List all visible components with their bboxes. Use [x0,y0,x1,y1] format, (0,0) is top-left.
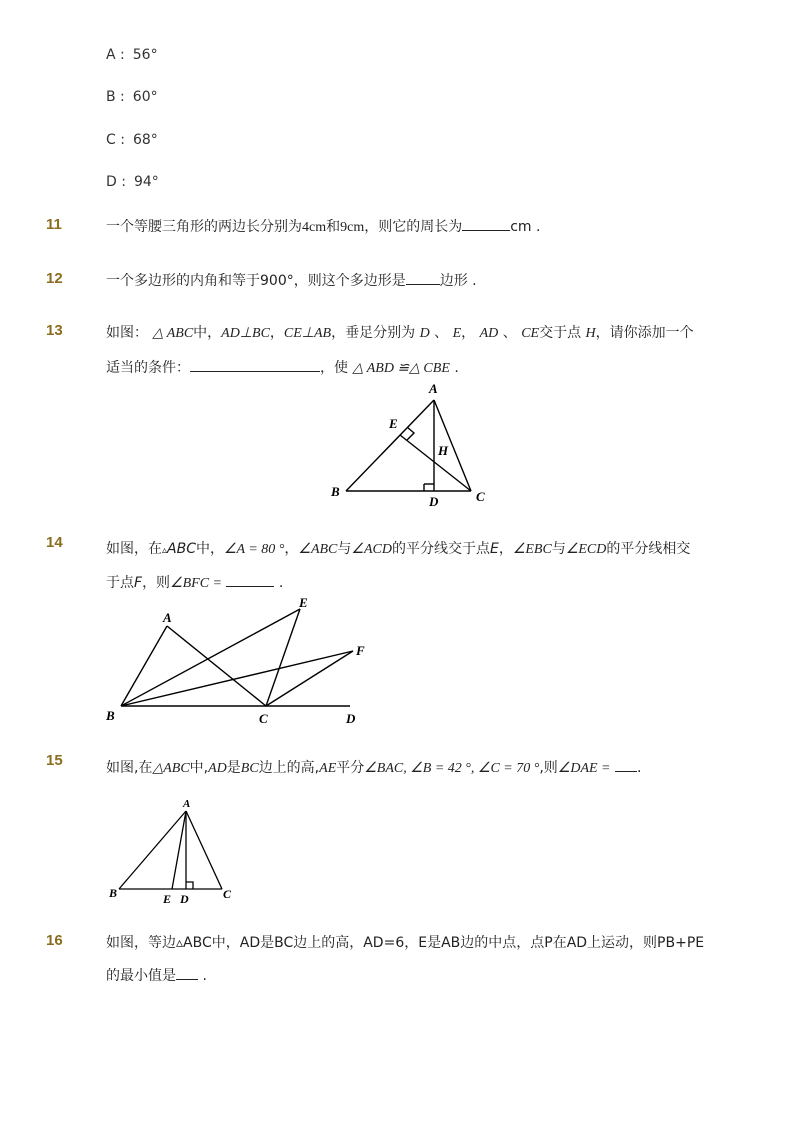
q11-value: 9cm [340,220,365,235]
point-label-b: B [109,886,118,900]
triangle-symbol: ▵ [162,545,168,556]
q11-text-part: cm . [510,219,541,235]
option-value: 60° [132,89,158,105]
q15-text-part: 中, [189,760,209,776]
q15-text-part: 是 [226,760,241,776]
q13-text-part: 、 [434,325,449,341]
q14-math: ∠EBC [512,542,552,557]
q15-math: AD [208,761,227,776]
q14-math: ABC [167,541,196,557]
point-label-b: B [331,484,340,499]
q13-math: △ ABD ≌△ CBE [352,361,450,376]
segment-ab [119,811,186,889]
question-number-14: 14 [46,534,63,551]
q15-math: AE [319,761,337,776]
q13-text-part: 交于点 [539,325,582,341]
q14-text-part: 如图，在 [106,541,162,557]
q15-text-part: 如图,在 [106,760,153,776]
q15-math: ∠BAC, ∠B = 42 °, ∠C = 70 ° [364,761,540,776]
answer-blank[interactable] [176,978,198,980]
q13-math: CE [521,326,540,341]
q14-math: ∠BFC = [170,576,223,591]
q11-value: 4cm [302,220,327,235]
point-label-e: E [163,892,172,906]
q13-math: AD⊥BC [221,326,270,341]
option-letter: B : [106,89,125,105]
q16-text-part: . [198,968,207,984]
q14-text-part: . [274,575,284,591]
point-label-d: D [180,892,189,906]
q13-text-part: ， [269,325,284,341]
point-label-a: A [429,381,438,396]
q14-math: ∠A = 80 ° [224,542,285,557]
option-value: 94° [133,174,159,190]
point-label-e: E [389,416,398,431]
point-label-h: H [438,443,449,458]
q13-math: AD [479,326,499,341]
q14-math: F [134,575,143,591]
q14-text-part: ， [284,541,299,557]
q14-text-part: ，则 [142,575,171,591]
option-letter: D : [106,174,126,190]
segment-ae [172,811,186,889]
q13-text-part: 适当的条件： [106,360,190,376]
point-label-d: D [346,711,356,726]
q14-math: E [489,541,499,557]
point-label-c: C [259,711,268,726]
q15-math: △ABC [152,761,190,776]
q13-text-part: . [449,360,459,376]
question-16-line-2 [106,965,207,985]
q13-math: E [452,326,462,341]
question-number-11: 11 [46,216,62,233]
q15-math: ∠DAE = [557,761,611,776]
point-label-a: A [183,798,191,810]
q14-text-part: 的平分线相交 [606,541,691,557]
question-number-16: 16 [46,932,63,949]
segment-ac [186,811,222,889]
q14-math: ∠ABC [298,542,338,557]
q13-text-part: ， [461,325,476,341]
point-label-d: D [429,494,439,509]
q15-text-part: 平分 [336,760,365,776]
q13-math: H [585,326,596,341]
q15-text-part: ,则 [539,760,558,776]
point-label-c: C [476,489,485,504]
question-number-15: 15 [46,752,63,769]
question-number-12: 12 [46,270,63,287]
point-label-c: C [223,887,232,901]
q14-text-part: 中， [196,541,224,557]
q14-text-part: 的平分线交于点 [391,541,490,557]
right-angle-mark [186,882,193,889]
option-value: 56° [132,47,158,63]
q16-text-part: 的最小值是 [106,968,176,984]
q12-text-part: 边形 . [439,273,477,289]
q15-math: BC [240,761,259,776]
q12-text-part: 一个多边形的内角和等于900°，则这个多边形是 [106,273,406,289]
point-label-a: A [163,610,172,625]
option-letter: C : [106,132,125,148]
q14-text-part: 与 [337,541,352,557]
option-letter: A : [106,47,125,63]
q13-math: △ ABC [152,326,194,341]
q13-text-part: ，使 [320,360,348,376]
q14-text-part: 于点 [106,575,134,591]
q11-text-part: ，则它的周长为 [364,219,463,235]
q14-math: ∠ECD [565,542,607,557]
question-16-line-1: 如图，等边▵ABC中，AD是BC边上的高，AD=6，E是AB边的中点，点P在AD上运动，则PB+PE [106,935,705,951]
option-value: 68° [132,132,158,148]
q14-math: ∠ACD [351,542,392,557]
q13-text-part: ，请你添加一个 [595,325,694,341]
q15-text-part: . [636,760,642,776]
q13-math: CE⊥AB [283,326,332,341]
q14-text-part: 与 [551,541,566,557]
q13-math: D [419,326,430,341]
point-label-f: F [356,643,365,658]
q14-text-part: ， [498,541,513,557]
q11-text-part: 和 [326,219,341,235]
question-number-13: 13 [46,322,63,339]
q13-text-part: 、 [502,325,517,341]
point-label-e: E [299,595,308,610]
q11-text-part: 一个等腰三角形的两边长分别为 [106,219,302,235]
q13-text-part: 如图： [106,325,148,341]
q13-text-part: 中， [193,325,222,341]
q13-text-part: ，垂足分别为 [331,325,416,341]
point-label-b: B [106,708,115,723]
q15-text-part: 边上的高, [258,760,320,776]
